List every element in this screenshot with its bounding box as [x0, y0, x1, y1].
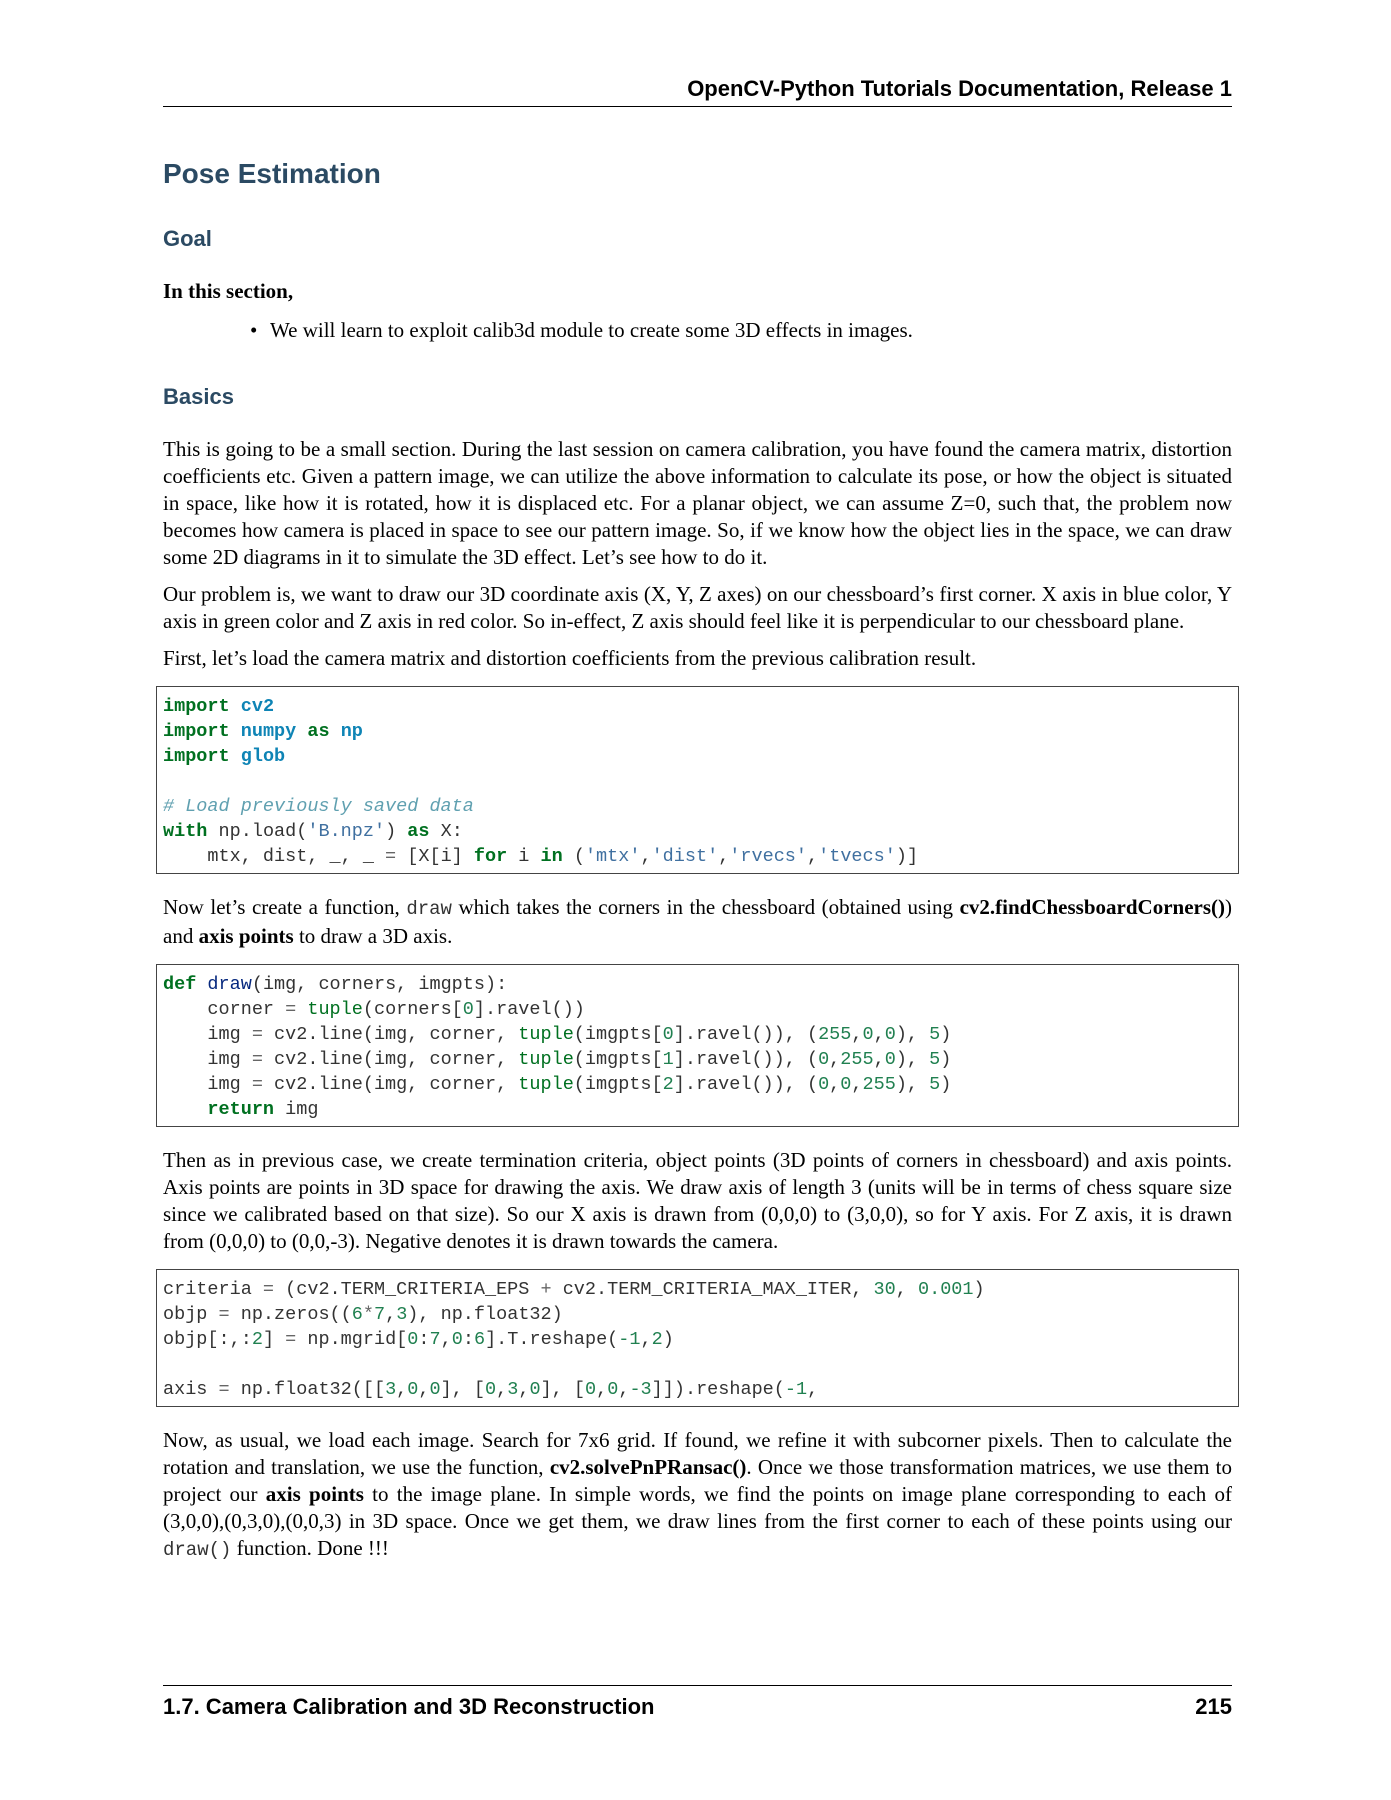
code-line: img = cv2.line(img, corner, tuple(imgpts[1].ravel()), (0,255,0), 5)	[163, 1049, 952, 1070]
function-ref-findchessboardcorners: cv2.findChessboardCorners()	[959, 895, 1225, 919]
basics-paragraph-1: This is going to be a small section. During the last session on camera calibration, you have found the camera matrix, distortion coefficients etc. Given a pattern image, we can utilize the above information to calculate its pose, or how the object is situated in space, like how it is rotated, how it is displaced etc. For a planar object, we can assume Z=0, such that, the problem now becomes how camera is placed in space to see our pattern image. So, if we know how the object lies in the space, we can draw some 2D diagrams in it to simulate the 3D effect. Let’s see how to do it.	[163, 437, 1232, 569]
code-block-criteria	[156, 1269, 1239, 1407]
inline-code-draw-call: draw()	[163, 1539, 232, 1561]
main-content	[163, 158, 1232, 1574]
inline-code-draw: draw	[406, 898, 452, 920]
goal-lead: In this section,	[163, 279, 294, 303]
code-comment: # Load previously saved data	[163, 796, 474, 817]
code-line: objp = np.zeros((6*7,3), np.float32)	[163, 1304, 563, 1325]
code-line: objp[:,:2] = np.mgrid[0:7,0:6].T.reshape(-1,2)	[163, 1329, 674, 1350]
goal-bullet: • We will learn to exploit calib3d module to create some 3D effects in images.	[270, 317, 1232, 344]
goal-heading: Goal	[163, 226, 212, 251]
code-line: img = cv2.line(img, corner, tuple(imgpts[2].ravel()), (0,0,255), 5)	[163, 1074, 952, 1095]
code-line: import cv2	[163, 696, 275, 717]
basics-heading: Basics	[163, 384, 234, 409]
basics-paragraph-2: Our problem is, we want to draw our 3D coordinate axis (X, Y, Z axes) on our chessboard’s first corner. X axis in blue color, Y axis in green color and Z axis in red color. So in-effect, Z axis should feel like it is perpendicular to our chessboard plane.	[163, 582, 1232, 633]
code-line: import glob	[163, 746, 286, 767]
footer-section-label: 1.7. Camera Calibration and 3D Reconstruction	[163, 1694, 655, 1719]
function-ref-solvepnpransac: cv2.solvePnPRansac()	[549, 1455, 747, 1479]
basics-paragraph-5: Then as in previous case, we create termination criteria, object points (3D points of corners in chessboard) and axis points. Axis points are points in 3D space for drawing the axis. We draw axis of length 3 (units will be in terms of chess square size since we calibrated based on that size). So our X axis is drawn from (0,0,0) to (3,0,0), so for Y axis. For Z axis, it is drawn from (0,0,0) to (0,0,-3). Negative denotes it is drawn towards the camera.	[163, 1148, 1232, 1253]
basics-paragraph-4: Now let’s create a function, draw which takes the corners in the chessboard (obtained using cv2.findChessboardCorners()) and axis points to draw a 3D axis.	[163, 895, 1232, 948]
code-block-draw-function	[156, 964, 1239, 1127]
code-line: def draw(img, corners, imgpts):	[163, 974, 508, 995]
running-header-title: OpenCV-Python Tutorials Documentation, Release 1	[687, 76, 1232, 101]
goal-list	[163, 317, 1232, 344]
code-line: return img	[207, 1099, 319, 1120]
basics-paragraph-6: Now, as usual, we load each image. Search for 7x6 grid. If found, we refine it with subcorner pixels. Then to calculate the rotation and translation, we use the function, cv2.solvePnPRansac(). Once we those transformation matrices, we use them to project our axis points to the image plane. In simple words, we find the points on image plane corresponding to each of (3,0,0),(0,3,0),(0,0,3) in 3D space. Once we get them, we draw lines from the first corner to each of these points using our draw() function. Done !!!	[163, 1428, 1233, 1561]
term-axis-points: axis points	[198, 924, 294, 948]
running-header	[163, 76, 1232, 107]
code-line: mtx, dist, _, _ = [X[i] for i in ('mtx','dist','rvecs','tvecs')]	[163, 846, 919, 867]
term-axis-points: axis points	[265, 1482, 364, 1506]
code-line: corner = tuple(corners[0].ravel())	[163, 999, 585, 1020]
code-line: img = cv2.line(img, corner, tuple(imgpts[0].ravel()), (255,0,0), 5)	[163, 1024, 952, 1045]
page-title: Pose Estimation	[163, 158, 381, 189]
code-block-load	[156, 686, 1239, 874]
code-line: axis = np.float32([[3,0,0], [0,3,0], [0,0,-3]]).reshape(-1,	[163, 1379, 819, 1400]
page-footer	[163, 1685, 1232, 1720]
code-line: criteria = (cv2.TERM_CRITERIA_EPS + cv2.TERM_CRITERIA_MAX_ITER, 30, 0.001)	[163, 1279, 985, 1300]
page-number: 215	[1195, 1694, 1232, 1719]
basics-paragraph-3: First, let’s load the camera matrix and distortion coefficients from the previous calibration result.	[163, 646, 977, 670]
code-line: with np.load('B.npz') as X:	[163, 821, 463, 842]
code-line: import numpy as np	[163, 721, 363, 742]
